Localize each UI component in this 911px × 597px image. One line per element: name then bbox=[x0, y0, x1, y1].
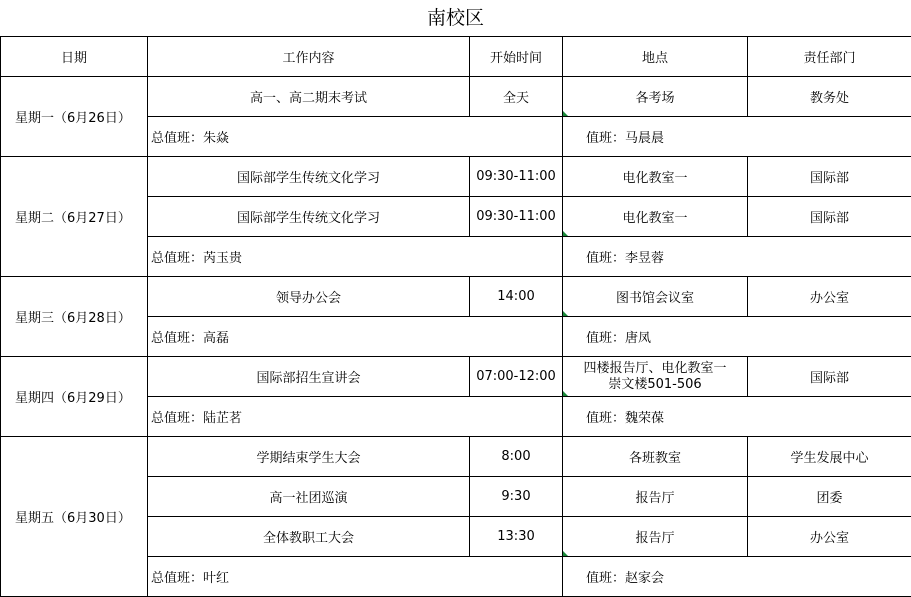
place-cell: 电化教室一 bbox=[563, 197, 748, 237]
content-cell: 高一社团巡演 bbox=[148, 477, 470, 517]
place-cell: 电化教室一 bbox=[563, 157, 748, 197]
place-cell: 各考场 bbox=[563, 77, 748, 117]
table-row bbox=[1, 157, 911, 197]
date-cell: 星期一（6月26日） bbox=[1, 77, 148, 157]
header-dept: 责任部门 bbox=[748, 37, 911, 77]
time-cell: 13:30 bbox=[470, 517, 563, 557]
time-cell: 09:30-11:00 bbox=[470, 157, 563, 197]
date-cell: 星期四（6月29日） bbox=[1, 357, 148, 437]
dept-cell: 教务处 bbox=[748, 77, 911, 117]
time-cell: 09:30-11:00 bbox=[470, 197, 563, 237]
duty-chief-cell: 总值班：叶红 bbox=[148, 557, 563, 597]
time-cell: 8:00 bbox=[470, 437, 563, 477]
page-title: 南校区 bbox=[426, 7, 484, 29]
content-cell: 全体教职工大会 bbox=[148, 517, 470, 557]
duty-cell: 值班：马晨晨 bbox=[563, 117, 911, 157]
dept-cell: 国际部 bbox=[748, 197, 911, 237]
table-row bbox=[1, 277, 911, 317]
content-cell: 国际部学生传统文化学习 bbox=[148, 197, 470, 237]
duty-chief-cell: 总值班：陆芷茗 bbox=[148, 397, 563, 437]
header-date: 日期 bbox=[1, 37, 148, 77]
content-cell: 国际部学生传统文化学习 bbox=[148, 157, 470, 197]
time-cell: 全天 bbox=[470, 77, 563, 117]
dept-cell: 学生发展中心 bbox=[748, 437, 911, 477]
time-cell: 9:30 bbox=[470, 477, 563, 517]
header-row bbox=[1, 37, 911, 77]
content-cell: 高一、高二期末考试 bbox=[148, 77, 470, 117]
dept-cell: 办公室 bbox=[748, 277, 911, 317]
duty-chief-cell: 总值班：朱焱 bbox=[148, 117, 563, 157]
place-cell: 各班教室 bbox=[563, 437, 748, 477]
content-cell: 领导办公会 bbox=[148, 277, 470, 317]
dept-cell: 国际部 bbox=[748, 357, 911, 397]
date-cell: 星期二（6月27日） bbox=[1, 157, 148, 277]
dept-cell: 国际部 bbox=[748, 157, 911, 197]
place-text bbox=[583, 361, 726, 393]
place-cell bbox=[563, 357, 748, 397]
place-cell: 报告厅 bbox=[563, 477, 748, 517]
table-row bbox=[1, 357, 911, 397]
duty-cell: 值班：唐凤 bbox=[563, 317, 911, 357]
schedule-table bbox=[0, 36, 911, 597]
time-cell: 14:00 bbox=[470, 277, 563, 317]
place-cell: 报告厅 bbox=[563, 517, 748, 557]
date-cell: 星期五（6月30日） bbox=[1, 437, 148, 597]
duty-chief-cell: 总值班：芮玉贵 bbox=[148, 237, 563, 277]
header-content: 工作内容 bbox=[148, 37, 470, 77]
header-time: 开始时间 bbox=[470, 37, 563, 77]
duty-chief-cell: 总值班：高磊 bbox=[148, 317, 563, 357]
duty-cell: 值班：魏荣葆 bbox=[563, 397, 911, 437]
content-cell: 学期结束学生大会 bbox=[148, 437, 470, 477]
content-cell: 国际部招生宣讲会 bbox=[148, 357, 470, 397]
duty-cell: 值班：李昱蓉 bbox=[563, 237, 911, 277]
table-row bbox=[1, 437, 911, 477]
dept-cell: 团委 bbox=[748, 477, 911, 517]
table-row bbox=[1, 77, 911, 117]
dept-cell: 办公室 bbox=[748, 517, 911, 557]
header-place: 地点 bbox=[563, 37, 748, 77]
time-cell: 07:00-12:00 bbox=[470, 357, 563, 397]
duty-cell: 值班：赵家会 bbox=[563, 557, 911, 597]
place-line-2: 崇文楼501-506 bbox=[608, 376, 702, 392]
date-cell: 星期三（6月28日） bbox=[1, 277, 148, 357]
place-cell: 图书馆会议室 bbox=[563, 277, 748, 317]
place-line-1: 四楼报告厅、电化教室一 bbox=[583, 360, 727, 376]
